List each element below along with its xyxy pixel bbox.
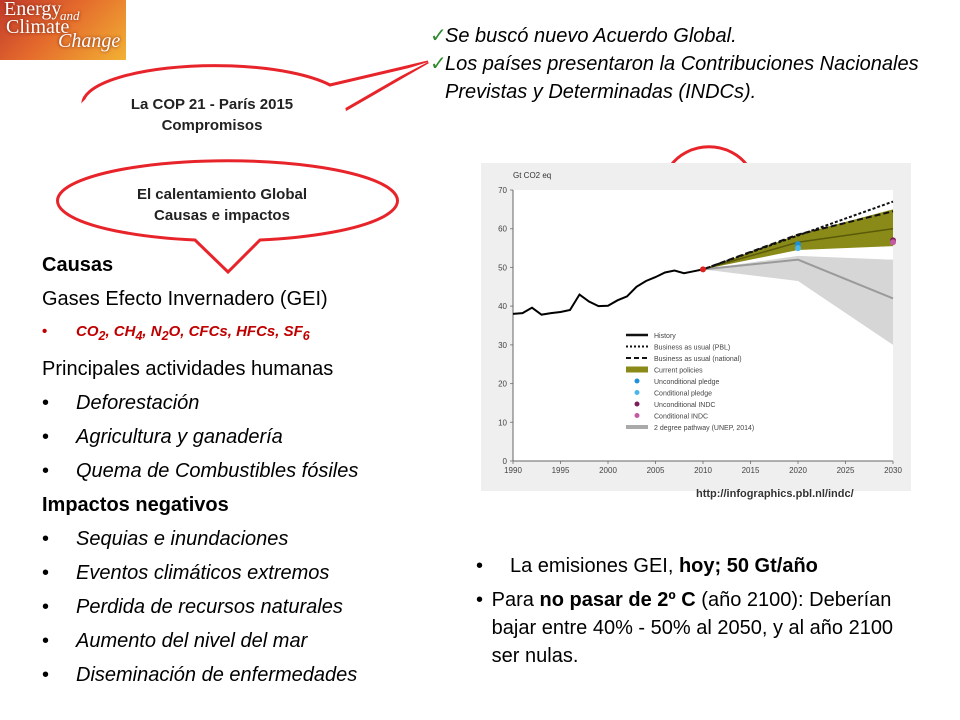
x-tick-label: 1990 — [504, 466, 522, 475]
callout-cop21-text — [92, 94, 332, 136]
bullet-dot: • — [42, 323, 48, 340]
x-tick-label: 2020 — [789, 466, 807, 475]
chart-source-url: http://infographics.pbl.nl/indc/ — [696, 488, 854, 500]
y-tick-label: 60 — [498, 224, 507, 234]
checkmark-icon: ✓ — [430, 25, 447, 47]
callout-global-warming-line2: Causas e impactos — [154, 207, 290, 224]
x-tick-label: 2010 — [694, 466, 712, 475]
logo-word-and: and — [60, 8, 80, 23]
x-tick-label: 1995 — [551, 466, 570, 475]
callout-global-warming-text — [72, 184, 372, 226]
current-position-marker — [700, 266, 706, 272]
emissions-chart-panel — [481, 163, 911, 491]
y-tick-label: 50 — [498, 263, 507, 273]
top-bullet-text: Los países presentaron la Contribuciones Nacionales Previstas y Determinadas (INDCs). — [445, 53, 919, 103]
list-item: • Sequias e inundaciones — [42, 528, 289, 550]
y-axis-label: Gt CO2 eq — [513, 171, 552, 180]
top-bullet-text: Se buscó nuevo Acuerdo Global. — [445, 25, 737, 47]
legend-label: History — [654, 333, 676, 340]
legend-label: Business as usual (PBL) — [654, 344, 731, 352]
y-tick-label: 20 — [498, 379, 507, 389]
legend-label: Conditional pledge — [654, 390, 712, 398]
list-item: • Para no pasar de 2º C (año 2100): Deberían bajar entre 40% - 50% al 2050, y al año 2100 ser nulas. — [476, 589, 894, 667]
gei-heading: Gases Efecto Invernadero (GEI) — [42, 288, 328, 310]
causas-heading: Causas — [42, 254, 114, 276]
x-tick-label: 2005 — [646, 466, 665, 475]
legend-label: Current policies — [654, 367, 703, 375]
list-item: • Perdida de recursos naturales — [42, 596, 343, 618]
logo-word-energy: Energy — [4, 0, 62, 20]
x-tick-label: 2015 — [741, 466, 760, 475]
emissions-chart — [481, 163, 911, 491]
x-tick-label: 2025 — [836, 466, 855, 475]
legend-swatch — [635, 379, 640, 384]
logo-word-climate: Climate — [6, 16, 70, 38]
y-tick-label: 0 — [502, 457, 507, 466]
legend-swatch — [626, 367, 648, 373]
legend-label: Conditional INDC — [654, 413, 709, 421]
checkmark-icon: ✓ — [430, 53, 447, 75]
gases-text: $CO_2$, $CH_4$, $N_2O$, CFCs, HFCs, $SF_6$ — [76, 323, 310, 343]
conditional-pledge-point — [795, 245, 801, 251]
y-tick-label: 70 — [498, 186, 507, 195]
list-item: • Diseminación de enfermedades — [42, 664, 358, 686]
list-item: • Quema de Combustibles fósiles — [42, 460, 359, 482]
legend-swatch — [635, 402, 640, 407]
legend-swatch — [635, 413, 640, 418]
actividades-heading: Principales actividades humanas — [42, 358, 334, 380]
impactos-heading: Impactos negativos — [42, 494, 229, 516]
callout-cop21-line1: La COP 21 - París 2015 — [130, 96, 294, 113]
list-item: • Aumento del nivel del mar — [42, 630, 308, 652]
list-item: • La emisiones GEI, hoy; 50 Gt/año — [476, 555, 818, 577]
x-tick-label: 2030 — [884, 466, 902, 475]
list-item: • Deforestación — [42, 392, 200, 414]
x-tick-label: 2000 — [599, 466, 617, 475]
legend-label: 2 degree pathway (UNEP, 2014) — [654, 425, 755, 432]
callout-global-warming-line1: El calentamiento Global — [136, 186, 308, 203]
y-tick-label: 30 — [498, 340, 507, 350]
legend-label: Unconditional pledge — [654, 379, 720, 386]
legend-label: Business as usual (national) — [654, 356, 742, 363]
causes-impacts-list — [42, 248, 442, 692]
legend-label: Unconditional INDC — [654, 402, 716, 409]
list-item: • Eventos climáticos extremos — [42, 562, 330, 584]
legend-swatch — [635, 390, 640, 395]
callout-cop21-line2: Compromisos — [161, 117, 263, 134]
y-tick-label: 40 — [498, 302, 507, 312]
y-tick-label: 10 — [498, 418, 507, 428]
conditional-indc-point — [890, 239, 896, 245]
emissions-bullets — [476, 552, 906, 676]
list-item: • Agricultura y ganadería — [42, 426, 283, 448]
gases-list-item — [42, 316, 442, 352]
logo-word-change: Change — [58, 30, 121, 52]
